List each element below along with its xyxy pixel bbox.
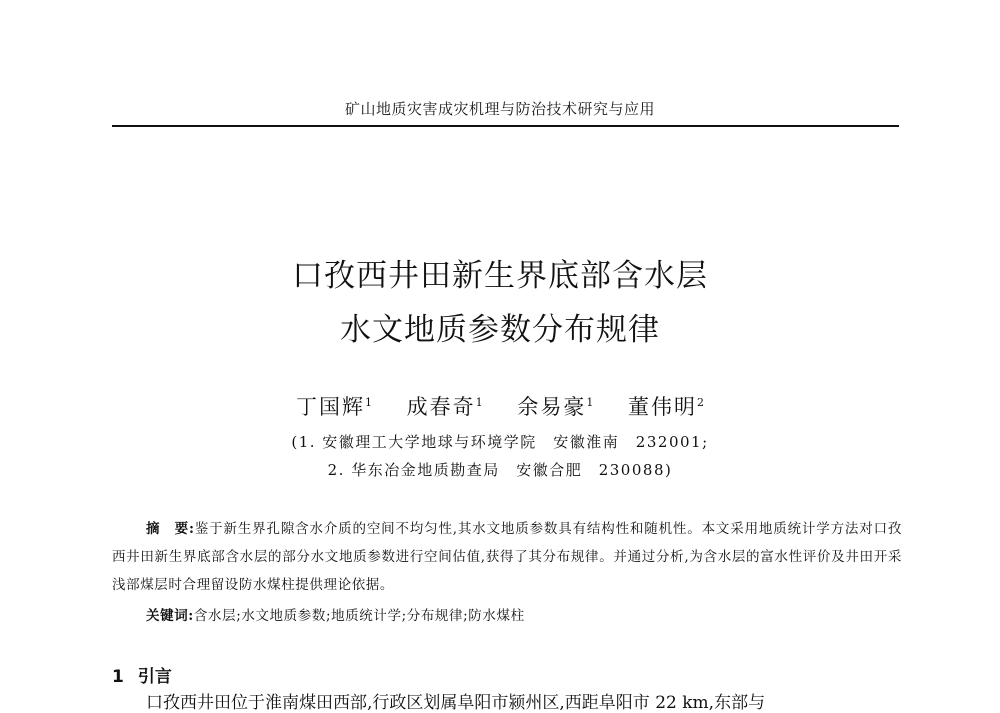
keywords-text: 含水层;水文地质参数;地质统计学;分布规律;防水煤柱 <box>193 608 525 624</box>
author-affil-mark: 1 <box>586 396 594 409</box>
keywords <box>146 604 906 624</box>
author-3 <box>517 395 593 419</box>
section-title: 引言 <box>137 667 172 687</box>
paper-title-line-1: 口孜西井田新生界底部含水层 <box>292 258 708 294</box>
abstract-label: 摘 要: <box>146 521 195 537</box>
author-affil-mark: 1 <box>475 396 483 409</box>
author-name: 余易豪 <box>517 395 587 419</box>
author-list <box>0 391 1000 421</box>
header-rule <box>112 125 899 127</box>
affiliation-line-1: (1. 安徽理工大学地球与环境学院 安徽淮南 232001; <box>291 433 709 451</box>
affiliation-line-2: 2. 华东冶金地质勘查局 安徽合肥 230088) <box>327 461 673 479</box>
section-number: 1 <box>112 667 124 687</box>
abstract-text: 鉴于新生界孔隙含水介质的空间不均匀性,其水文地质参数具有结构性和随机性。本文采用地质统计学方法对口孜西井田新生界底部含水层的部分水文地质参数进行空间估值,获得了其分布规律。并通过分析,为含水层的富水性评价及井田开采浅部煤层时合理留设防水煤柱提供理论依据。 <box>112 521 902 593</box>
abstract <box>112 515 902 599</box>
body-paragraph: 口孜西井田位于淮南煤田西部,行政区划属阜阳市颍州区,西距阜阳市 22 km,东部与 <box>146 693 766 713</box>
author-2 <box>407 395 483 419</box>
running-header: 矿山地质灾害成灾机理与防治技术研究与应用 <box>344 100 655 118</box>
author-name: 丁国辉 <box>295 395 365 419</box>
author-name: 成春奇 <box>406 395 476 419</box>
paper-title-line-2: 水文地质参数分布规律 <box>340 312 660 348</box>
author-affil-mark: 1 <box>364 396 372 409</box>
keywords-label: 关键词: <box>146 608 194 624</box>
section-heading <box>112 662 172 687</box>
author-name: 董伟明 <box>628 395 698 419</box>
author-affil-mark: 2 <box>697 396 705 409</box>
author-1 <box>296 395 372 419</box>
author-4 <box>628 395 704 419</box>
